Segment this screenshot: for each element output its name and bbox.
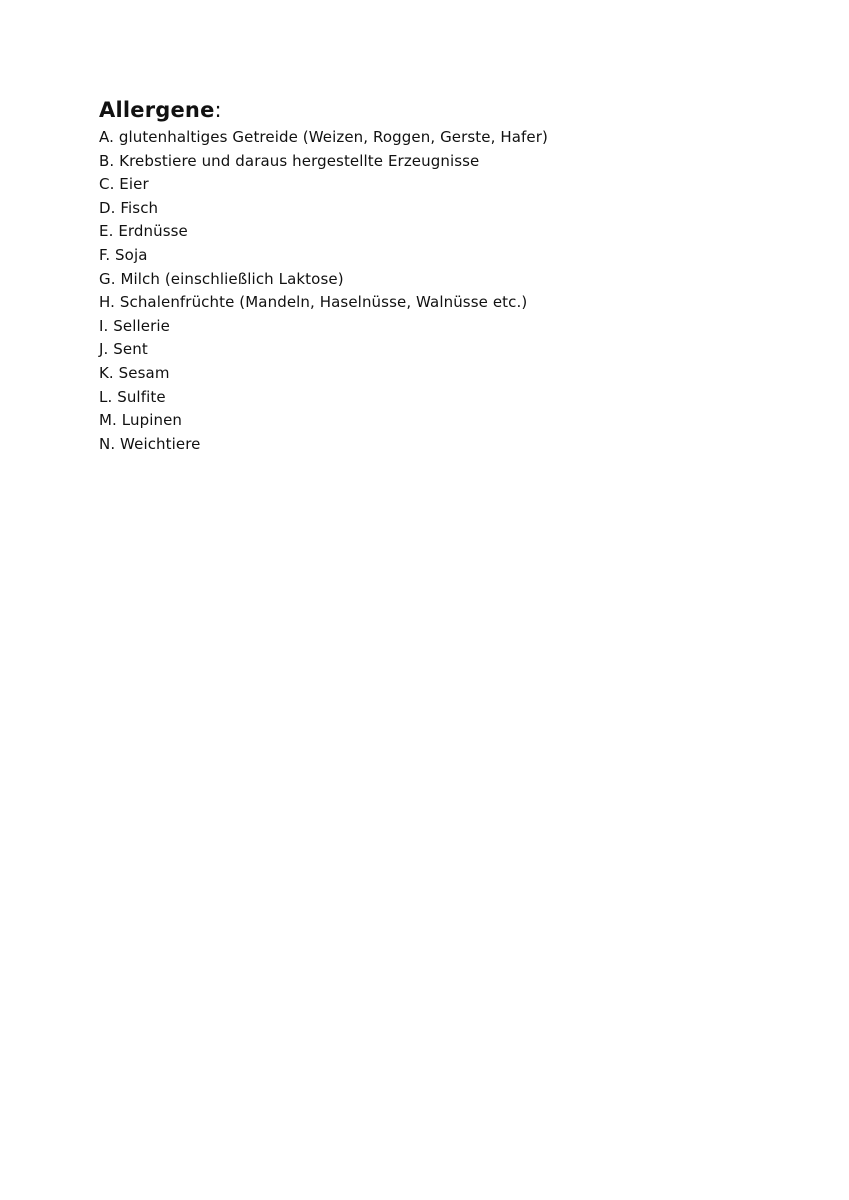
allergen-item-h: H. Schalenfrüchte (Mandeln, Haselnüsse, Walnüsse etc.)	[99, 293, 528, 312]
allergen-item-f: F. Soja	[99, 245, 148, 264]
allergen-item-n: N. Weichtiere	[99, 434, 201, 453]
allergen-item-c: C. Eier	[99, 175, 149, 194]
allergen-item-b: B. Krebstiere und daraus hergestellte Erzeugnisse	[99, 151, 480, 170]
allergen-item-g: G. Milch (einschließlich Laktose)	[99, 269, 344, 288]
page-title	[99, 96, 799, 124]
allergen-item-l: L. Sulfite	[99, 387, 166, 406]
allergen-list	[99, 126, 799, 456]
allergen-section	[99, 96, 799, 456]
allergen-item-k: K. Sesam	[99, 363, 170, 382]
allergen-item-d: D. Fisch	[99, 198, 159, 217]
page-title-colon: :	[214, 98, 222, 122]
allergen-item-i: I. Sellerie	[99, 316, 170, 335]
allergen-item-j: J. Sent	[99, 340, 148, 359]
allergen-item-e: E. Erdnüsse	[99, 222, 188, 241]
allergen-item-a: A. glutenhaltiges Getreide (Weizen, Roggen, Gerste, Hafer)	[99, 128, 548, 146]
page-title-word: Allergene	[99, 98, 215, 122]
allergen-item-m: M. Lupinen	[99, 411, 183, 430]
